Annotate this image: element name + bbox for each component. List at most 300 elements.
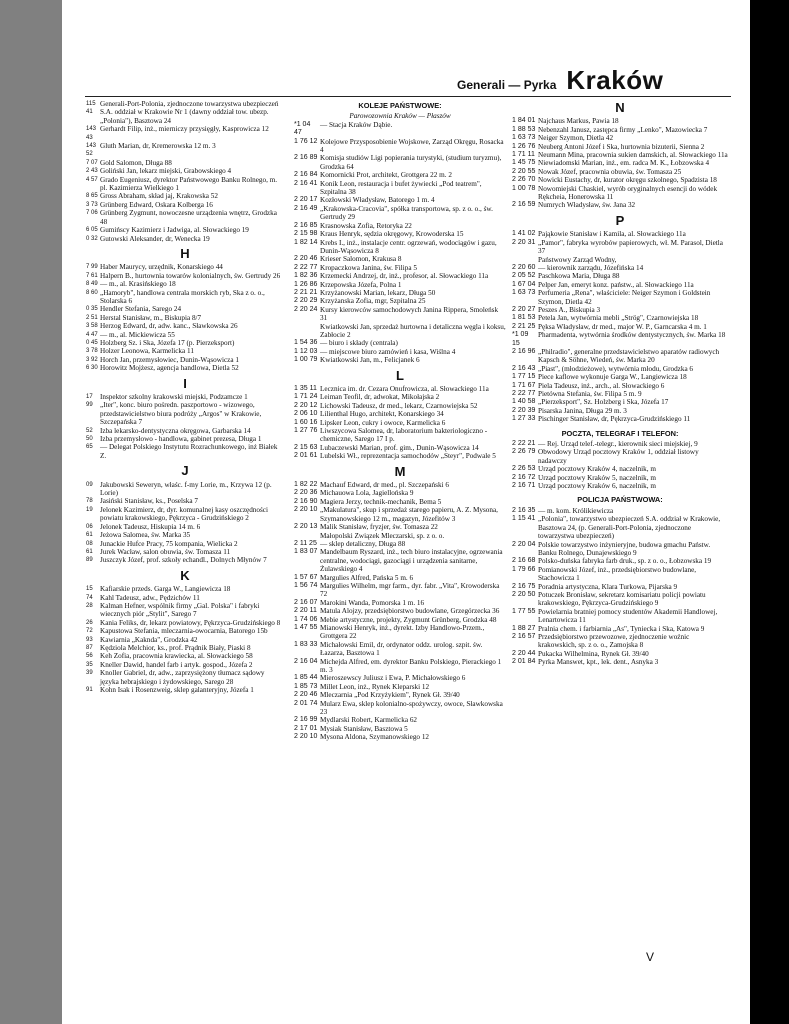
phone-number: 1 35 11	[294, 385, 317, 392]
entry-text: — sklep detaliczny, Długa 88	[320, 539, 406, 548]
entry-text: Lubaczewski Marian, prof. gim., Dunin-Wąsowicza 14	[320, 443, 479, 452]
phone-number: 1 00 78	[512, 184, 536, 192]
header-city: Kraków	[566, 65, 664, 95]
entry-text: Krebs I., inż., instalacje centr. ogrzewań, wodociągów i gazu, Dunin-Wąsowicza 8	[320, 238, 497, 255]
directory-entry	[294, 385, 506, 393]
directory-entry	[512, 591, 728, 608]
directory-entry	[294, 452, 506, 460]
section-policja-title: POLICJA PAŃSTWOWA:	[577, 495, 663, 505]
phone-number: 1 15 41	[512, 515, 536, 523]
entry-text: Pomianowski Józef, inż., przedsiębiorstwo budowlane, Stachowicza 1	[538, 565, 697, 583]
directory-entry	[294, 700, 506, 717]
phone-number: 1 26 76	[512, 142, 536, 150]
entry-text: Holzberg Sz. i Ska, Józefa 17 (p. Pierzeksport)	[100, 338, 235, 347]
entry-text: Pyrka Manswet, kpt., lek. dent., Asnyka 3	[538, 658, 659, 667]
phone-number: 1 67 04	[512, 280, 536, 288]
directory-entry	[512, 272, 728, 280]
directory-entry	[86, 627, 284, 635]
phone-number: 2 16 90	[294, 497, 318, 505]
phone-number: *1 04 47	[294, 120, 311, 137]
directory-entry	[294, 540, 506, 548]
entry-text: Jelonek Kazimierz, dr, dyr. komunalnej kasy oszczędności powiatu krakowskiego, Pękrzyca - Grudzińskiego 2	[100, 505, 268, 523]
directory-entry	[294, 641, 506, 658]
phone-number: 2 16 85	[294, 221, 318, 229]
entry-text: Generali-Port-Polonia, zjednoczone towarzystwa ubezpieczeń S.A. oddział w Krakowie Nr 1 (dawny oddział tow. ubezp. „Polonia"), Basztowa 24	[100, 100, 279, 125]
directory-entry	[86, 401, 284, 426]
phone-number: 2 16 75	[512, 582, 536, 590]
directory-entry	[294, 532, 506, 540]
phone-number: 1 88 27	[512, 624, 536, 632]
directory-entry	[512, 314, 728, 322]
directory-entry	[294, 255, 506, 263]
directory-entry	[294, 506, 506, 523]
entry-text: — miejscowe biuro zamówień i kasa, Wiślna 4	[320, 347, 456, 356]
entry-text: Grünberg Zygmunt, nowoczesne urządzenia wnętrz, Grodzka 48	[100, 209, 277, 226]
entry-text: Urząd pocztowy Kraków 5, naczelnik, m	[538, 473, 656, 482]
entry-text: Jeżowa Salomea, św. Marka 35	[100, 531, 191, 540]
directory-entry	[512, 482, 728, 490]
entry-text: Lecznica im. dr. Cezara Onufrowicza, al. Słowackiego 11a	[320, 385, 489, 393]
phone-number: 2 16 41	[294, 179, 318, 187]
directory-entry	[86, 619, 284, 627]
entry-text: Peszes A., Biskupia 3	[538, 305, 601, 314]
phone-number: 15	[86, 586, 93, 593]
entry-text: Nowak Józef, pracownia obuwia, św. Tomasza 25	[538, 167, 682, 176]
directory-entry	[512, 407, 728, 415]
directory-entry	[86, 100, 284, 125]
entry-text: Michejda Alfred, em. dyrektor Banku Polskiego, Pierackiego 1 m. 3	[320, 657, 502, 674]
phone-number: 2 01 74	[294, 699, 318, 707]
entry-text: Krzepowska Józefa, Polna 1	[320, 280, 402, 289]
letter-heading-n: N	[615, 100, 625, 115]
letter-heading-p: P	[615, 212, 625, 228]
phone-number: 4 47	[86, 331, 98, 338]
entry-text: Pęksa Władysław, dr med., major W. P., Garncarska 4 m. 1	[538, 322, 707, 331]
entry-text: Kolejowe Przysposobienie Wojskowe, Zarząd Okręgu, Rosacka 4	[320, 137, 504, 155]
header-rule	[85, 96, 731, 97]
phone-number: 0 32	[86, 235, 98, 242]
entry-text: Grado Eugeniusz, dyrektor Państwowego Banku Rolnego, m. pl. Kazimierza Wielkiego 1	[100, 175, 278, 193]
phone-number: 143 43	[86, 126, 97, 141]
directory-entry	[294, 624, 506, 641]
directory-entry	[512, 176, 728, 184]
phone-number: 35	[86, 661, 93, 668]
directory-entry	[512, 281, 728, 289]
entry-text: Mularz Ewa, sklep kolonialno-spożywczy, owoce, Sławkowska 23	[320, 699, 503, 717]
directory-entry	[86, 636, 284, 644]
entry-text: Machauf Edward, dr med., pl. Szczepański 6	[320, 481, 449, 490]
entry-text: Pharmadenta, wytwórnia środków dentystycznych, św. Marka 18	[538, 331, 726, 340]
directory-entry	[294, 691, 506, 699]
directory-entry	[86, 669, 284, 686]
page-number: V	[646, 950, 655, 964]
directory-entry	[294, 205, 506, 222]
phone-number: 50	[86, 436, 93, 443]
directory-entry	[512, 239, 728, 256]
phone-number: 2 01 84	[512, 658, 536, 666]
phone-number: 2 20 13	[294, 523, 318, 531]
entry-text: Urząd pocztowy Kraków 4, naczelnik, m	[538, 465, 656, 474]
directory-entry	[294, 154, 506, 171]
entry-text: Lipsker Leon, cukry i owoce, Karmelicka 6	[320, 418, 446, 427]
directory-entry	[86, 393, 284, 401]
directory-entry	[512, 168, 728, 176]
phone-number: 2 06 10	[294, 410, 318, 418]
directory-entry	[512, 289, 728, 306]
directory-entry	[86, 435, 284, 443]
directory-entry	[512, 440, 728, 448]
col3-poczta-list	[512, 440, 728, 490]
phone-number: 7 07	[86, 159, 98, 166]
entry-text: Kwiatkowski Jan, sprzedaż hurtowna i detaliczna węgla i koksu, Zabłocie 2	[320, 322, 506, 339]
phone-number: 93	[86, 636, 93, 643]
directory-entry	[294, 297, 506, 305]
phone-number: 1 27 33	[512, 415, 536, 423]
entry-text: Herzog Edward, dr, adw. kanc., Sławkowska 26	[100, 322, 238, 331]
directory-entry	[512, 633, 728, 650]
phone-number: 1 83 33	[294, 640, 318, 648]
entry-text: „Piast", (młodzieżowe), wytwórnia młodu, Grodzka 6	[538, 364, 694, 373]
entry-text: — m., al. Krasińskiego 18	[100, 280, 176, 289]
section-koleje-sub: Parowozownia Kraków — Płaszów	[349, 112, 451, 121]
directory-entry	[294, 716, 506, 724]
directory-entry	[86, 176, 284, 193]
entry-text: Krzemecki Andrzej, dr, inż., profesor, al. Słowackiego 11a	[320, 272, 489, 281]
phone-number: 1 60 16	[294, 418, 318, 426]
entry-text: „Polonia", towarzystwo ubezpieczeń S.A. oddział w Krakowie, Basztowa 24, (p. Generali-Port-Polonia, zjednoczone towarzystwa ubezpieczeń)	[538, 515, 721, 541]
entry-text: Niewiadomski Marian, inż., em. radca M. K., Łobzowska 4	[538, 159, 710, 168]
directory-entry	[86, 364, 284, 372]
directory-entry	[86, 497, 284, 505]
directory-entry	[86, 644, 284, 652]
letter-heading-j: J	[181, 463, 189, 479]
phone-number: 1 00 79	[294, 356, 318, 364]
entry-text: — Rej. Urząd telef.-telegr., kierownik sieci miejskiej, 9	[538, 440, 698, 449]
phone-number: 2 16 43	[512, 364, 536, 372]
phone-number: 0 45	[86, 339, 98, 346]
phone-number: 0 35	[86, 306, 98, 313]
phone-number: 8 65	[86, 193, 98, 200]
phone-number: 2 20 50	[512, 590, 536, 598]
entry-text: Krieser Salomon, Krakusa 8	[320, 255, 402, 264]
phone-number: 2 20 10	[294, 506, 318, 514]
phone-number: 2 20 29	[294, 297, 318, 305]
entry-text: Margulies Wilhelm, mgr farm., dyr. fabr. „Vita", Krowoderska 72	[320, 581, 500, 599]
phone-number: 1 79 66	[512, 565, 536, 573]
phone-number: 2 01 61	[294, 452, 318, 460]
directory-entry	[86, 602, 284, 619]
directory-entry	[86, 322, 284, 330]
phone-number: 2 20 10	[294, 733, 318, 741]
directory-entry	[86, 443, 284, 460]
phone-number: 1 71 24	[294, 393, 318, 401]
phone-number: 1 83 07	[294, 548, 318, 556]
directory-entry	[86, 314, 284, 322]
directory-entry	[512, 185, 728, 202]
phone-number: 6 30	[86, 365, 98, 372]
entry-text: Kozłowski Władysław, Batorego 1 m. 4	[320, 196, 435, 205]
directory-entry	[86, 594, 284, 602]
directory-entry	[294, 599, 506, 607]
phone-number: 17	[86, 394, 93, 400]
directory-entry	[294, 574, 506, 582]
col1-i-list	[86, 393, 284, 460]
section-koleje-title: KOLEJE PAŃSTWOWE:	[358, 101, 442, 110]
phone-number: 2 05 52	[512, 272, 536, 280]
entry-text: Neumann Mina, pracownia sukien damskich, al. Słowackiego 11a	[538, 151, 728, 160]
directory-entry	[86, 331, 284, 339]
directory-entry	[512, 306, 728, 314]
entry-text: — biuro i składy (centrala)	[320, 339, 398, 348]
directory-entry	[86, 125, 284, 142]
directory-entry	[294, 339, 506, 347]
phone-number: 2 16 07	[294, 598, 318, 606]
letter-heading-i: I	[183, 375, 187, 391]
entry-text: Mleczarnia „Pod Krzyżykiem", Rynek Gł. 39/40	[320, 691, 460, 700]
directory-entry	[512, 348, 728, 365]
phone-number: 2 16 68	[512, 557, 536, 565]
directory-entry	[86, 686, 284, 694]
directory-entry	[86, 305, 284, 313]
phone-number: 1 85 44	[294, 674, 318, 682]
entry-text: Gutowski Aleksander, dr, Wenecka 19	[100, 234, 210, 243]
scanner-border-right	[750, 0, 789, 1024]
entry-text: Kraus Henryk, sędzia okręgowy, Krowoderska 15	[320, 230, 464, 239]
entry-text: Numrych Władysław, św. Jana 32	[538, 201, 636, 210]
entry-text: Herstal Stanisław, m., Biskupia 8/7	[100, 313, 202, 322]
entry-text: „Hamoryb", handlowa centrala morskich ryb, Ska z o. o., Stolarska 6	[100, 288, 265, 305]
directory-entry	[294, 607, 506, 615]
entry-text: — Delegat Polskiego Instytutu Rozrachunkowego, inż Białek Z.	[100, 443, 278, 460]
phone-number: 2 22 21	[512, 440, 536, 448]
col1-k-list	[86, 585, 284, 694]
phone-number: 87	[86, 644, 93, 651]
entry-text: Jasiński Stanisław, ks., Poselska 7	[100, 497, 198, 506]
entry-text: Pralnia chem. i farbiarnia „As", Tyniecka i Ska, Katowa 9	[538, 624, 705, 633]
directory-entry	[86, 481, 284, 498]
entry-text: Junackie Hufce Pracy, 75 kompania, Wielicka 2	[100, 539, 238, 548]
directory-entry	[86, 548, 284, 556]
directory-entry	[512, 143, 728, 151]
phone-number: 2 20 39	[512, 406, 536, 414]
directory-entry	[86, 506, 284, 523]
directory-entry	[294, 272, 506, 280]
entry-text: Przedsiębiorstwo przewozowe, zjednoczenie woźnic krakowskich, sp. z o. o., Zamojska 8	[538, 632, 690, 650]
phone-number: 2 20 31	[512, 238, 536, 246]
entry-text: Halpern B., hurtownia towarów kolonialnych, św. Gertrudy 26	[100, 271, 281, 280]
directory-entry	[294, 138, 506, 155]
directory-entry	[512, 608, 728, 625]
phone-number: 2 20 46	[294, 691, 318, 699]
entry-text: Pająkowie Stanisław i Kamila, al. Słowackiego 11a	[538, 230, 686, 239]
entry-text: Leiman Teofil, dr, adwokat, Mikołajska 2	[320, 393, 440, 402]
phone-number: 2 20 55	[512, 167, 536, 175]
phone-number: 1 71 67	[512, 381, 536, 389]
entry-text: Millet Leon, inż., Rynek Kleparski 12	[320, 682, 430, 691]
directory-entry	[512, 448, 728, 465]
entry-text: Kneller Dawid, handel farb i artyk. gospod., Józefa 2	[100, 660, 253, 669]
col1-j-list	[86, 481, 284, 565]
letter-heading-k: K	[180, 567, 190, 583]
phone-number: 91	[86, 687, 93, 693]
col3-p-list	[512, 230, 728, 423]
phone-number: 1 63 73	[512, 134, 536, 142]
phone-number: 2 43	[86, 168, 98, 175]
entry-text: Pukacka Wilhelmina, Rynek Gł. 39/40	[538, 649, 649, 658]
phone-number: 1 63 73	[512, 289, 536, 297]
entry-text: Petela Jan, wytwórnia mebli „Strög", Czarnowiejska 18	[538, 314, 699, 323]
directory-entry	[86, 142, 284, 159]
entry-text: Pietówna Stefania, św. Filipa 5 m. 9	[538, 390, 642, 398]
phone-number: 56	[86, 653, 93, 660]
phone-number: 1 54 36	[294, 339, 318, 347]
phone-number: 08	[86, 540, 93, 547]
directory-entry	[86, 339, 284, 347]
phone-number: 2 22 77	[294, 263, 318, 271]
directory-entry	[512, 650, 728, 658]
phone-number: 1 77 55	[512, 607, 536, 615]
phone-number: 1 77 15	[512, 373, 536, 381]
phone-number: 1 82 36	[294, 272, 318, 280]
phone-number: 2 16 72	[512, 473, 536, 481]
phone-number: 1 84 01	[512, 117, 536, 125]
entry-text: Małopolski Związek Mleczarski, sp. z o. o.	[320, 531, 445, 540]
entry-text: Jakubowski Seweryn, właśc. f-my Lorie, m., Krzywa 12 (p. Lorie)	[100, 480, 272, 498]
phone-number: 1 74 06	[294, 615, 318, 623]
entry-text: Izba lekarsko-dentystyczna okręgowa, Garbarska 14	[100, 426, 251, 435]
entry-text: Marokini Wanda, Pomorska 1 m. 16	[320, 598, 425, 607]
phone-number: 2 16 04	[294, 657, 318, 665]
phone-number: 2 20 44	[512, 649, 536, 657]
entry-text: Neiger Szymon, Dietla 42	[538, 134, 614, 143]
phone-number: 26	[86, 619, 93, 626]
phone-number: 2 16 35	[512, 506, 536, 514]
entry-text: Kropaczkowa Janina, św. Filipa 5	[320, 263, 417, 272]
directory-entry	[294, 725, 506, 733]
phone-number: 19	[86, 506, 93, 513]
entry-text: Krzyżanska Zofia, mgr, Szpitalna 25	[320, 297, 426, 306]
entry-text: Juszczyk Józef, prof. szkoły echandl., Dolnych Młynów 7	[100, 556, 267, 565]
directory-entry	[86, 540, 284, 548]
directory-entry	[86, 523, 284, 531]
directory-entry	[512, 557, 728, 565]
entry-text: Gumińscy Kazimierz i Jadwiga, al. Słowackiego 19	[100, 226, 249, 235]
directory-entry	[512, 658, 728, 666]
directory-entry	[512, 415, 728, 423]
entry-text: Jelonek Tadeusz, Hiskupia 14 m. 6	[100, 522, 201, 531]
phone-number: 1 27 76	[294, 427, 318, 435]
header-range: Generali — Pyrka	[457, 78, 557, 92]
entry-text: Margulies Alfred, Pańska 5 m. 6	[320, 573, 414, 582]
phone-number: 4 57	[86, 176, 98, 183]
entry-text: „Iter", konc. biuro pośredn. paszportowo - wizowego, przedstawicielstwo biura podróży „Argos" w Krakowie, Szczepańska 7	[100, 401, 262, 427]
phone-number: 2 20 11	[294, 607, 317, 615]
entry-text: Kwiatkowski Jan, m., Felicjanek 6	[320, 356, 420, 365]
directory-entry	[294, 683, 506, 691]
directory-entry	[294, 264, 506, 272]
col2-l-list	[294, 385, 506, 461]
entry-text: Knoller Gabriel, dr, adw., zaprzysiężony tłumacz sądowy języka hebrajskiego i żydowskiego, Sarego 28	[100, 669, 265, 686]
directory-entry	[86, 159, 284, 167]
directory-entry	[512, 264, 728, 272]
entry-text: Obwodowy Urząd pocztowy Kraków 1, oddział listowy nadawczy	[538, 448, 699, 465]
directory-entry	[294, 222, 506, 230]
entry-text: Poradnia artystyczna, Klara Turkowa, Pijarska 9	[538, 582, 678, 591]
directory-entry	[294, 180, 506, 197]
directory-entry	[294, 289, 506, 297]
phone-number: 61	[86, 548, 93, 555]
phone-number: 1 76 12	[294, 137, 318, 145]
entry-text: — m., al. Mickiewicza 55	[100, 330, 175, 339]
phone-number: 2 20 12	[294, 401, 318, 409]
directory-entry	[294, 281, 506, 289]
entry-text: Krzyżanowski Marian, lekarz, Długa 50	[320, 288, 436, 297]
entry-text: Michałowski Emil, dr, ordynator oddz. urolog. szpit. św. Łazarza, Basztowa 1	[320, 640, 483, 658]
entry-text: Magiera Jerzy, technik-mechanik, Bema 5	[320, 497, 442, 506]
entry-text: Grünberg Edward, Oskara Kolberga 16	[100, 200, 213, 209]
directory-entry	[294, 230, 506, 238]
phone-number: 115 41	[86, 101, 96, 116]
letter-heading-m: M	[394, 463, 406, 479]
directory-entry	[512, 230, 728, 238]
column-2	[294, 100, 506, 742]
directory-entry	[512, 515, 728, 540]
entry-text: Goliński Jan, lekarz miejski, Grabowskiego 4	[100, 167, 232, 176]
directory-entry	[512, 465, 728, 473]
directory-entry	[86, 652, 284, 660]
entry-text: Gerhardt Filip, inż., mierniczy przysięgły, Kasprowicza 12	[100, 125, 269, 134]
phone-number: 06	[86, 523, 93, 530]
entry-text: Mysiak Stanisław, Basztowa 5	[320, 724, 408, 733]
entry-text: Pisarska Janina, Długa 29 m. 3	[538, 406, 627, 415]
entry-text: Mandelbaum Ryszard, inż., tech biuro instalacyjne, ogrzewania centralne, wodociągi, gazociągi i urządzenia sanitarne, Żulawskiego 4	[320, 548, 503, 574]
phone-number: 2 16 59	[512, 201, 536, 209]
phone-number: 1 71 11	[512, 151, 535, 159]
entry-text: — kierownik zarządu, Józefińska 14	[538, 263, 644, 272]
directory-entry	[86, 167, 284, 175]
phone-number: 3 92	[86, 356, 98, 363]
directory-entry	[512, 625, 728, 633]
phone-number: 1 26 86	[294, 280, 318, 288]
entry-text: Malik Stanisław, fryzjer, św. Tomasza 22	[320, 523, 438, 532]
entry-text: Kohn Isak i Rosenzweig, sklep galanteryjny, Józefa 1	[100, 686, 254, 694]
entry-text: Kawiarnia „Kaknda", Grodzka 42	[100, 635, 198, 644]
phone-number: 2 20 27	[512, 305, 536, 313]
entry-text: „Makulatura", skup i sprzedaż starego papieru, A. Z. Mysona, Szymanowskiego 12 m., magazyn, Józefitów 3	[320, 506, 498, 523]
directory-entry	[512, 390, 728, 398]
directory-entry	[294, 323, 506, 340]
entry-text: Perfumeria „Rena", właściciele: Neiger Szymon i Goldstein Szymon, Dietla 42	[538, 289, 711, 306]
entry-text: Konik Leon, restauracja i bufet żywiecki „Pod teatrem", Szpitalna 38	[320, 179, 482, 197]
directory-entry	[512, 256, 728, 264]
phone-number: 2 20 60	[512, 263, 536, 271]
entry-text: Paschkowa Maria, Długa 88	[538, 272, 620, 281]
directory-entry	[294, 481, 506, 489]
phone-number: 72	[86, 628, 93, 635]
entry-text: Nowicki Eustachy, dr, kurator okręgu szkolnego, Spadzista 18	[538, 176, 717, 185]
phone-number: 74	[86, 594, 93, 601]
entry-text: Urząd pocztowy Kraków 6, naczelnik, m	[538, 482, 656, 491]
phone-number: 2 20 04	[512, 540, 536, 548]
directory-entry	[512, 151, 728, 159]
phone-number: 99	[86, 402, 93, 409]
entry-text: Polskie towarzystwo inżynieryjne, budowa gmachu Państw. Banku Rolnego, Dunajewskiego 9	[538, 540, 711, 557]
phone-number: 09	[86, 481, 93, 488]
entry-text: Kahl Tadeusz, adw., Pędzichów 11	[100, 593, 200, 602]
phone-number: 2 21 21	[294, 288, 318, 296]
entry-text: Polsko-duńska fabryka farb druk., sp. z o. o., Łobzowska 19	[538, 557, 712, 566]
phone-number: 2 20 24	[294, 305, 318, 313]
